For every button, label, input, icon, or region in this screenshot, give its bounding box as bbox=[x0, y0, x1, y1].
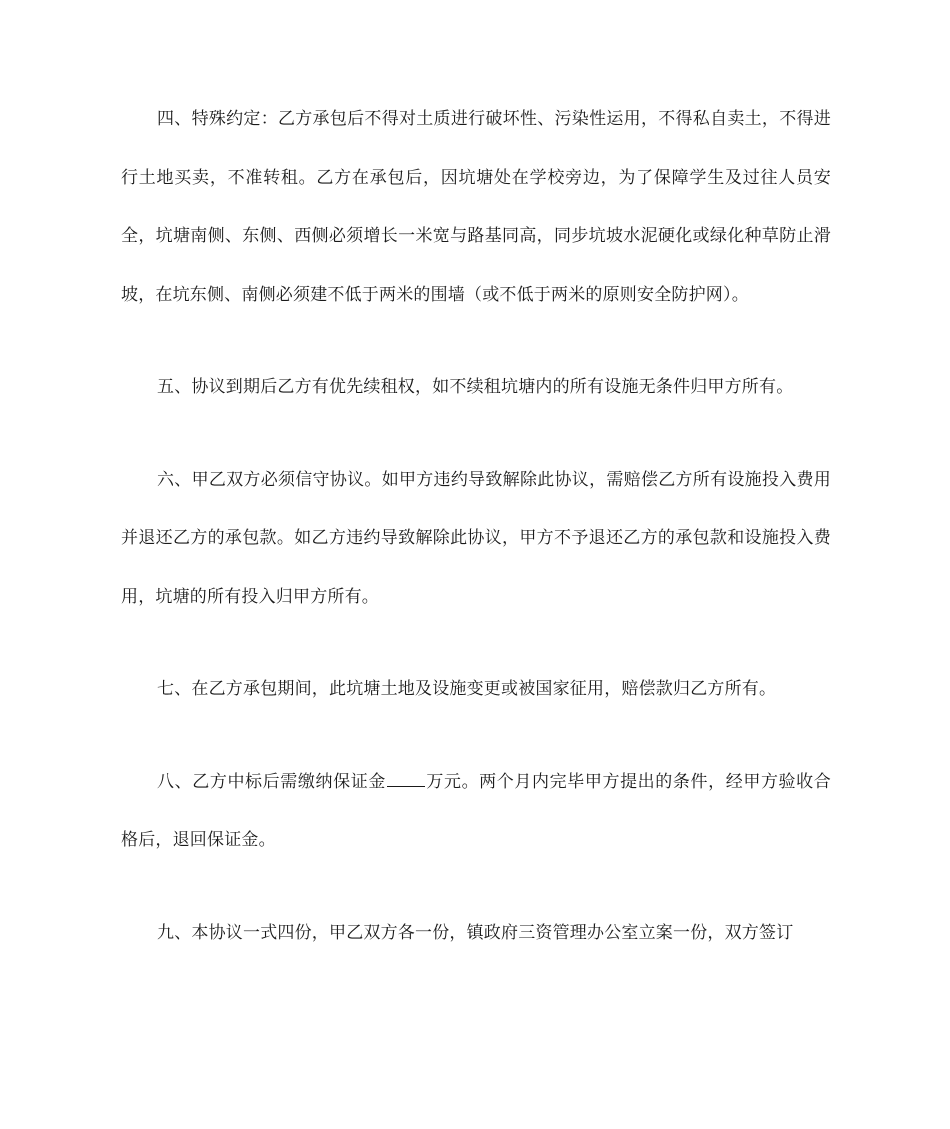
paragraph-gap bbox=[121, 719, 831, 753]
clause-7-expropriation: 七、在乙方承包期间，此坑塘土地及设施变更或被国家征用，赔偿款归乙方所有。 bbox=[157, 679, 777, 699]
paragraph-gap bbox=[121, 626, 831, 660]
clause-8-text-before-blank: 八、乙方中标后需缴纳保证金 bbox=[157, 771, 386, 792]
paragraph-gap bbox=[121, 324, 831, 358]
clause-5-renewal-right: 五、协议到期后乙方有优先续租权，如不续租坑塘内的所有设施无条件归甲方所有。 bbox=[157, 377, 794, 397]
clause-6-breach-terms: 六、甲乙双方必须信守协议。如甲方违约导致解除此协议，需赔偿乙方所有设施投入费用并退还乙方的承包款。如乙方违约导致解除此协议，甲方不予退还乙方的承包款和设施投入费用，坑塘的所有投入归甲方所有。 bbox=[121, 469, 831, 607]
clause-8-deposit bbox=[121, 753, 831, 870]
clause-9-copies: 九、本协议一式四份，甲乙双方各一份，镇政府三资管理办公室立案一份，双方签订 bbox=[157, 922, 794, 943]
document-body bbox=[121, 90, 831, 962]
clause-4-special-agreement: 四、特殊约定：乙方承包后不得对土质进行破坏性、污染性运用，不得私自卖土，不得进行土地买卖，不准转租。乙方在承包后，因坑塘处在学校旁边，为了保障学生及过往人员安全，坑塘南侧、东侧、西侧必须增长一米宽与路基同高，同步坑坡水泥硬化或绿化种草防止滑坡，在坑东侧、南侧必须建不低于两米的围墙（或不低于两米的原则安全防护网）。 bbox=[121, 109, 831, 305]
clause-8-text-after-blank: 万元。两个月内完毕甲方提出的条件，经甲方验收合格后，退回保证金。 bbox=[121, 771, 831, 850]
paragraph-gap bbox=[121, 870, 831, 904]
paragraph-gap bbox=[121, 417, 831, 451]
deposit-amount-blank bbox=[387, 772, 425, 787]
